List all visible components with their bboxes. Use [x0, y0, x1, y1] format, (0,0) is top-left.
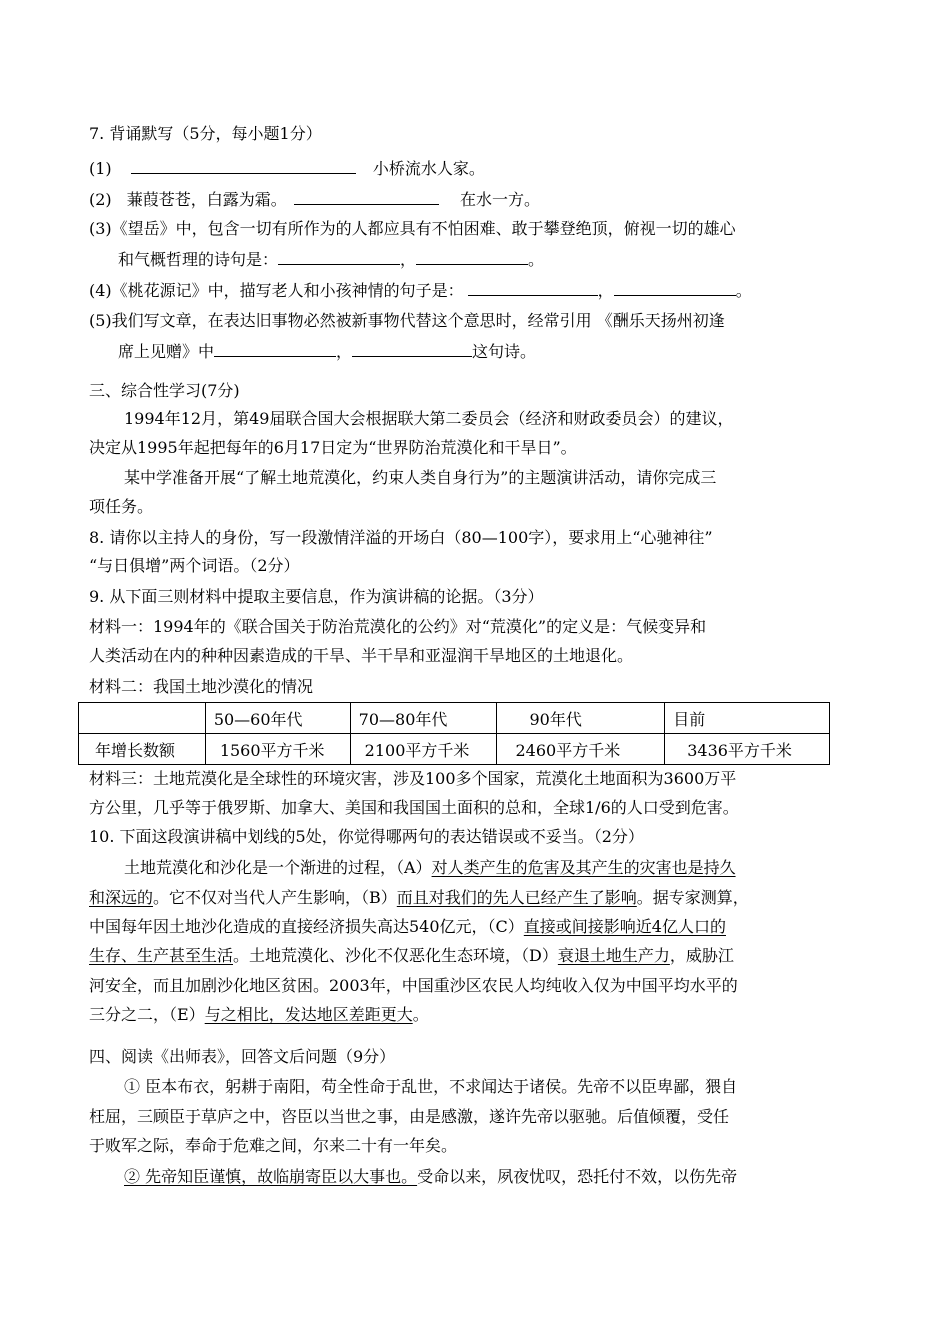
- q7-item-2-post: 在水一方。: [459, 190, 540, 209]
- speech-text: 。土地荒漠化、沙化不仅恶化生态环境，（D）: [233, 946, 558, 965]
- q7-item-3-blank-2[interactable]: [416, 248, 528, 265]
- passage-para-1-line-1: ① 臣本布衣，躬耕于南阳，苟全性命于乱世，不求闻达于诸侯。先帝不以臣卑鄙，猥自: [124, 1077, 738, 1096]
- underlined-phrase-e: 与之相比，发达地区差距更大: [204, 1005, 413, 1024]
- table-cell: 1560平方千米: [205, 734, 350, 765]
- passage-para-1-line-2: 枉屈，三顾臣于草庐之中，咨臣以当世之事，由是感激，遂许先帝以驱驰。后值倾覆，受任: [89, 1107, 730, 1126]
- underlined-phrase-b: 而且对我们的先人已经产生了影响: [396, 888, 637, 907]
- q7-item-5-comma: ，: [336, 342, 353, 361]
- table-header-cell: 目前: [665, 703, 830, 734]
- q7-item-1: [89, 157, 485, 180]
- underlined-phrase-d: 衰退土地生产力: [557, 946, 670, 965]
- table-cell: 3436平方千米: [665, 734, 830, 765]
- q9-question: 9. 从下面三则材料中提取主要信息，作为演讲稿的论据。（3分）: [89, 587, 544, 606]
- q7-item-2-blank[interactable]: [294, 188, 439, 205]
- q7-item-3-period: 。: [528, 250, 545, 269]
- q7-item-3-line-2: [118, 248, 544, 271]
- table-header-cell: 50—60年代: [205, 703, 350, 734]
- speech-text: 中国每年因土地沙化造成的直接经济损失高达540亿元，（C）: [89, 917, 524, 936]
- speech-line-2: [89, 887, 749, 909]
- speech-line-1: [124, 857, 736, 879]
- speech-text: 土地荒漠化和沙化是一个渐进的过程，（A）: [124, 858, 432, 877]
- passage-text: 受命以来，夙夜忧叹，恐托付不效，以伤先帝: [417, 1167, 738, 1186]
- desertification-table: [78, 702, 830, 765]
- material-3-line-1: 材料三：土地荒漠化是全球性的环境灾害，涉及100多个国家，荒漠化土地面积为3600万平: [89, 769, 737, 788]
- material-2-title: 材料二：我国土地沙漠化的情况: [89, 677, 314, 696]
- q7-item-5-blank-1[interactable]: [214, 340, 336, 357]
- q7-item-4-period: 。: [735, 281, 752, 300]
- speech-text: 。它不仅对当代人产生影响，（B）: [153, 888, 397, 907]
- underlined-phrase-a-cont: 和深远的: [89, 888, 154, 907]
- q8-line-1: 8. 请你以主持人的身份，写一段激情洋溢的开场白（80—100字），要求用上“心驰神往”: [89, 528, 713, 547]
- underlined-phrase-a: 对人类产生的危害及其产生的灾害也是持久: [431, 858, 736, 877]
- q7-item-2: [89, 188, 540, 211]
- table-header-row: [79, 703, 830, 734]
- table-cell: 2460平方千米: [497, 734, 665, 765]
- q7-item-3-blank-1[interactable]: [278, 248, 400, 265]
- q7-item-4-blank-1[interactable]: [468, 279, 598, 296]
- s3-para-2-line-1: 某中学准备开展“了解土地荒漠化，约束人类自身行为”的主题演讲活动，请你完成三: [124, 468, 717, 487]
- speech-text: ，威胁江: [669, 946, 734, 965]
- q7-item-1-number: (1): [89, 159, 112, 178]
- q10-question: 10. 下面这段演讲稿中划线的5处，你觉得哪两句的表达错误或不妥当。（2分）: [89, 827, 644, 846]
- table-cell: 年增长数额: [79, 734, 206, 765]
- s3-para-1-line-2: 决定从1995年起把每年的6月17日定为“世界防治荒漠化和干旱日”。: [89, 438, 577, 457]
- material-3-line-2: 方公里，几乎等于俄罗斯、加拿大、美国和我国国土面积的总和，全球1/6的人口受到危害。: [89, 798, 739, 817]
- q8-line-2: “与日俱增”两个词语。（2分）: [89, 556, 300, 575]
- section-4-title: 四、阅读《出师表》，回答文后问题（9分）: [89, 1047, 396, 1066]
- speech-line-5: 河安全，而且加剧沙化地区贫困。2003年，中国重沙区农民人均纯收入仅为中国平均水平的: [89, 976, 738, 995]
- q7-item-4: [89, 279, 752, 302]
- table-header-cell: 70—80年代: [350, 703, 497, 734]
- q7-item-4-blank-2[interactable]: [614, 279, 736, 296]
- q7-item-3-prompt: 和气概哲理的诗句是：: [118, 250, 279, 269]
- q7-item-1-text: 小桥流水人家。: [372, 159, 485, 178]
- s3-para-2-line-2: 项任务。: [89, 497, 154, 516]
- q7-item-5-post: 这句诗。: [472, 342, 537, 361]
- material-1-line-2: 人类活动在内的种种因素造成的干旱、半干旱和亚湿润干旱地区的土地退化。: [89, 646, 634, 665]
- section-3-title: 三、综合性学习(7分): [89, 381, 240, 400]
- speech-text: 。据专家测算，: [636, 888, 749, 907]
- q7-item-3-line-1: (3)《望岳》中，包含一切有所作为的人都应具有不怕困难、敢于攀登绝顶，俯视一切的雄心: [89, 219, 736, 238]
- q7-title: 7. 背诵默写（5分，每小题1分）: [89, 124, 322, 143]
- q7-item-5-line-1: (5)我们写文章，在表达旧事物必然被新事物代替这个意思时，经常引用 《酬乐天扬州初逢: [89, 311, 725, 330]
- s3-para-1-line-1: 1994年12月，第49届联合国大会根据联大第二委员会（经济和财政委员会）的建议，: [124, 409, 734, 428]
- q7-item-1-blank[interactable]: [131, 157, 356, 174]
- table-header-cell: [79, 703, 206, 734]
- underlined-phrase-c: 直接或间接影响近4亿人口的: [523, 917, 726, 936]
- q7-item-4-prompt: (4)《桃花源记》中，描写老人和小孩神情的句子是：: [89, 281, 464, 300]
- q7-item-5-blank-2[interactable]: [352, 340, 472, 357]
- q7-item-4-comma: ，: [597, 281, 614, 300]
- speech-line-6: [89, 1004, 429, 1026]
- table-cell: 2100平方千米: [350, 734, 497, 765]
- table-header-cell: 90年代: [497, 703, 665, 734]
- q7-item-3-comma: ，: [400, 250, 417, 269]
- table-row: [79, 734, 830, 765]
- q7-item-5-line-2: [118, 340, 536, 363]
- q7-item-5-pre: 席上见赠》中: [118, 342, 215, 361]
- material-1-line-1: 材料一：1994年的《联合国关于防治荒漠化的公约》对“荒漠化”的定义是：气候变异和: [89, 617, 707, 636]
- speech-text: 。: [412, 1005, 429, 1024]
- q7-item-2-pre: 蒹葭苍苍，白露为霜。: [126, 190, 287, 209]
- q7-item-2-number: (2): [89, 190, 112, 209]
- passage-para-1-line-3: 于败军之际，奉命于危难之间，尔来二十有一年矣。: [89, 1136, 458, 1155]
- passage-para-2-line-1: [124, 1166, 737, 1188]
- underlined-sentence: ② 先帝知臣谨慎，故临崩寄臣以大事也。: [124, 1167, 418, 1186]
- speech-line-3: [89, 916, 726, 938]
- underlined-phrase-c-cont: 生存、生产甚至生活: [89, 946, 234, 965]
- speech-line-4: [89, 945, 734, 967]
- speech-text: 三分之二，（E）: [89, 1005, 205, 1024]
